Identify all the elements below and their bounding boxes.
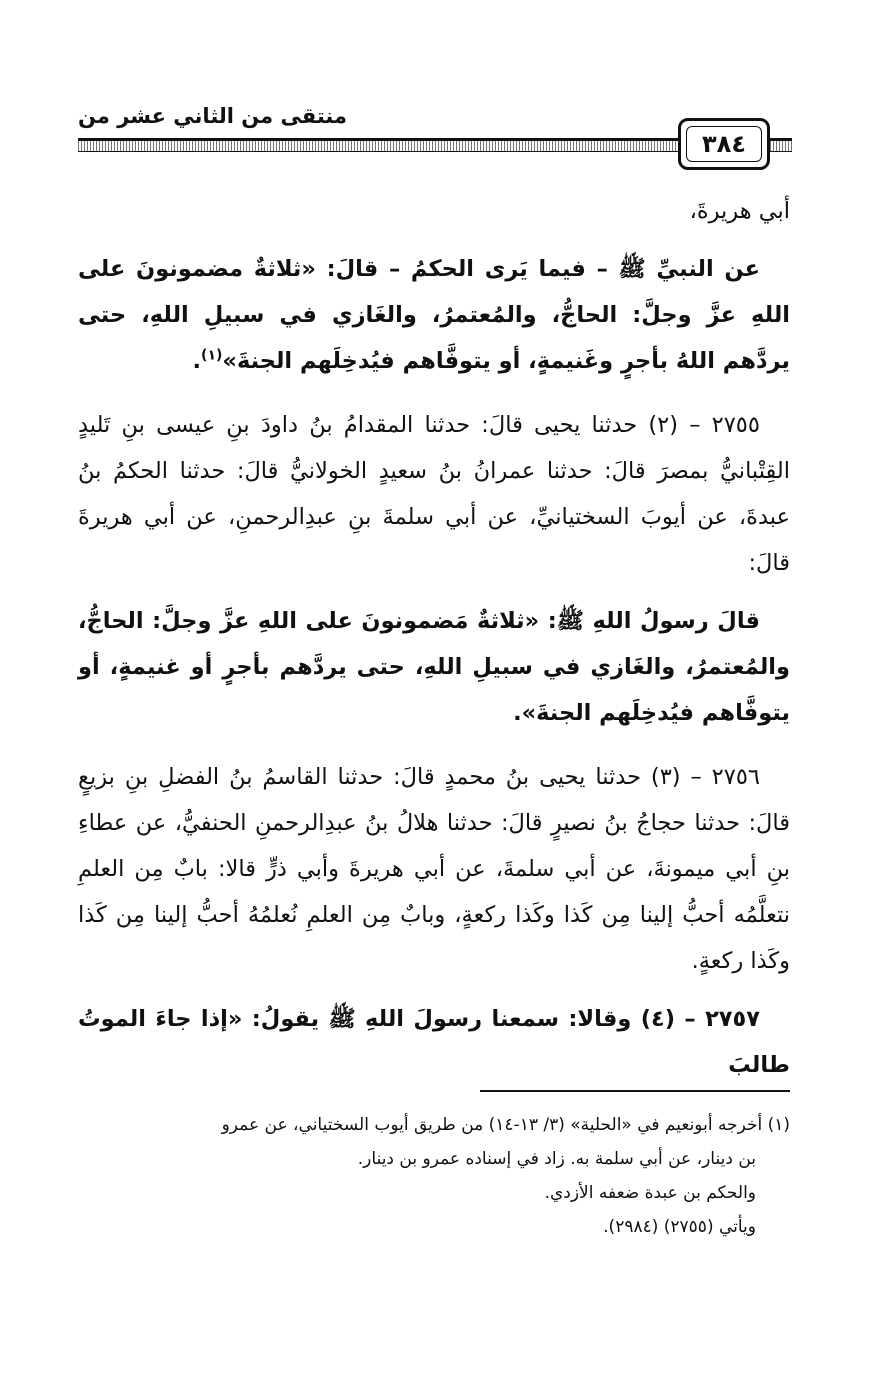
isnad-2755: ٢٧٥٥ – (٢) حدثنا يحيى قالَ: حدثنا المقدامُ بنُ داودَ بنِ عيسى بنِ تَليدٍ القِتْبانيُّ بمصرَ قالَ: حدثنا عمرانُ بنُ سعيدٍ الخولانيُّ قالَ: حدثنا الحكمُ بنُ عبدةَ، عن أيوبَ السختيانيِّ، عن أبي سلمةَ بنِ عبدِالرحمنِ، عن أبي هريرةَ قالَ: [78,412,790,576]
footnote-separator [480,1090,790,1092]
running-title: منتقى من الثاني عشر من [78,104,348,128]
paragraph-opening: أبي هريرةَ، [689,198,790,224]
hadith-text-1-tail: . [192,348,202,374]
isnad-2756: ٢٧٥٦ – (٣) حدثنا يحيى بنُ محمدٍ قالَ: حدثنا القاسمُ بنُ الفضلِ بنِ بزيعٍ قالَ: حدثنا حجاجُ بنُ نصيرٍ قالَ: حدثنا هلالُ بنُ عبدِالرحمنِ الحنفيُّ، عن عطاءِ بنِ أبي ميمونةَ، عن أبي سلمةَ، عن أبي هريرةَ وأبي ذرٍّ قالا: بابٌ مِن العلمِ نتعلَّمُه أحبُّ إلينا مِن كَذا وكَذا ركعةٍ، وبابٌ مِن العلمِ نُعلمُهُ أحبُّ إلينا مِن كَذا وكَذا ركعةٍ. [78,764,790,974]
footnote-line-3: والحكم بن عبدة ضعفه الأزدي. [544,1183,756,1203]
footnote-line-2: بن دينار، عن أبي سلمة به. زاد في إسناده عمرو بن دينار. [357,1149,756,1169]
hadith-text-1 [78,246,790,384]
page-number: ٣٨٤ [702,130,746,158]
footnote-line-1: (١) أخرجه أبونعيم في «الحلية» (٣/ ١٣-١٤) من طريق أيوب السختياني، عن عمرو [221,1115,790,1135]
hadith-text-2755: قالَ رسولُ اللهِ ﷺ: «ثلاثةٌ مَضمونونَ على اللهِ عزَّ وجلَّ: الحاجُّ، والمُعتمرُ، والغَازي في سبيلِ اللهِ، حتى يردَّهم بأجرٍ أو غنيمةٍ، أو يتوفَّاهم فيُدخِلَهم الجنةَ». [78,608,790,726]
footnote-marker: (١) [201,347,223,364]
page-number-box [678,118,770,170]
header-rule-right [770,138,792,152]
header-rule [78,138,678,152]
page-header [78,100,792,170]
footnotes [78,1108,790,1244]
hadith-2757-start: ٢٧٥٧ – (٤) وقالا: سمعنا رسولَ اللهِ ﷺ يقولُ: «إذا جاءَ الموتُ طالبَ [78,1006,790,1078]
hadith-text-1-body: عن النبيِّ ﷺ – فيما يَرى الحكمُ – قالَ: «ثلاثةٌ مضمونونَ على اللهِ عزَّ وجلَّ: الحاجُّ، والمُعتمرُ، والغَازي في سبيلِ اللهِ، حتى يردَّهم اللهُ بأجرٍ وغَنيمةٍ، أو يتوفَّاهم فيُدخِلَهم الجنةَ» [78,256,790,374]
main-text [78,188,790,1100]
footnote-line-4: ويأتي (٢٧٥٥) (٢٩٨٤). [603,1217,756,1237]
